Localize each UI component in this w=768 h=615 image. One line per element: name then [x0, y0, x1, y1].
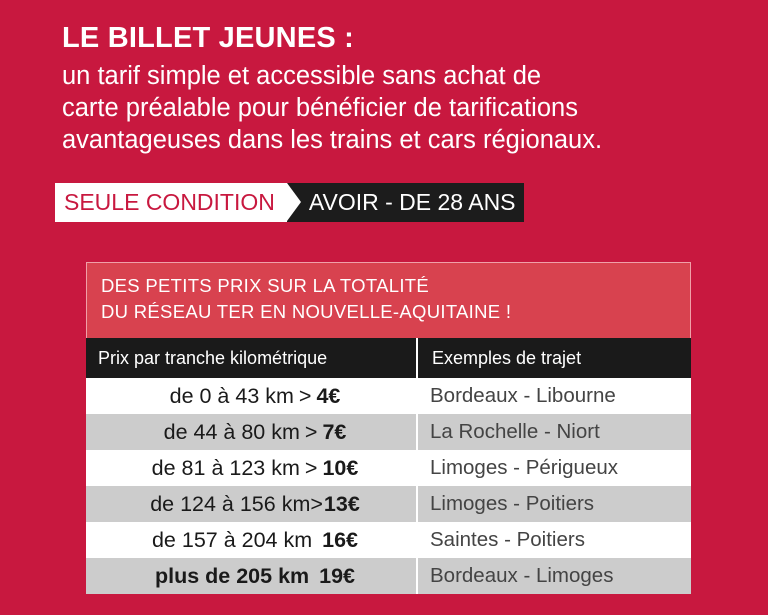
banner-line: DES PETITS PRIX SUR LA TOTALITÉ	[101, 275, 430, 296]
table-row	[86, 522, 691, 558]
price-panel	[86, 262, 691, 594]
price-value: 10€	[322, 455, 359, 480]
price-value: 16€	[322, 527, 359, 552]
price-cell	[86, 558, 418, 594]
table-row	[86, 378, 691, 414]
column-header-price: Prix par tranche kilométrique	[86, 338, 418, 378]
table-row	[86, 414, 691, 450]
network-banner	[86, 262, 691, 338]
price-cell	[86, 450, 418, 486]
column-header-example: Exemples de trajet	[432, 347, 582, 368]
distance-range: de 124 à 156 km	[150, 491, 311, 516]
separator: >	[310, 491, 323, 516]
subtitle-line: un tarif simple et accessible sans achat de	[62, 62, 542, 90]
subtitle-line: carte préalable pour bénéficier de tarifications	[62, 94, 578, 122]
table-row	[86, 486, 691, 522]
example-cell: La Rochelle - Niort	[430, 420, 600, 443]
separator: >	[304, 455, 318, 480]
page-subtitle	[62, 60, 742, 156]
condition-banner	[55, 183, 524, 222]
price-value: 13€	[323, 491, 360, 516]
example-cell: Saintes - Poitiers	[430, 528, 585, 551]
price-cell	[86, 414, 418, 450]
condition-label: SEULE CONDITION	[55, 183, 287, 222]
example-cell: Bordeaux - Limoges	[430, 564, 614, 587]
table-row	[86, 450, 691, 486]
price-cell	[86, 378, 418, 414]
distance-range: plus de 205 km	[154, 563, 310, 588]
distance-range: de 81 à 123 km	[151, 455, 300, 480]
price-cell	[86, 522, 418, 558]
table-header	[86, 338, 691, 378]
condition-value: AVOIR - DE 28 ANS	[287, 183, 524, 222]
separator: >	[298, 383, 312, 408]
distance-range: de 0 à 43 km	[169, 383, 294, 408]
example-cell: Limoges - Périgueux	[430, 456, 619, 479]
page-title: LE BILLET JEUNES :	[62, 22, 355, 54]
price-cell	[86, 486, 418, 522]
price-value: 19€	[319, 563, 356, 588]
banner-line: DU RÉSEAU TER EN NOUVELLE-AQUITAINE !	[101, 301, 512, 322]
example-cell: Limoges - Poitiers	[430, 492, 595, 515]
price-value: 4€	[316, 383, 341, 408]
subtitle-line: avantageuses dans les trains et cars régionaux.	[62, 126, 603, 154]
distance-range: de 157 à 204 km	[151, 527, 313, 552]
example-cell: Bordeaux - Libourne	[430, 384, 616, 407]
distance-range: de 44 à 80 km	[163, 419, 300, 444]
price-value: 7€	[322, 419, 347, 444]
table-row	[86, 558, 691, 594]
separator: >	[304, 419, 318, 444]
